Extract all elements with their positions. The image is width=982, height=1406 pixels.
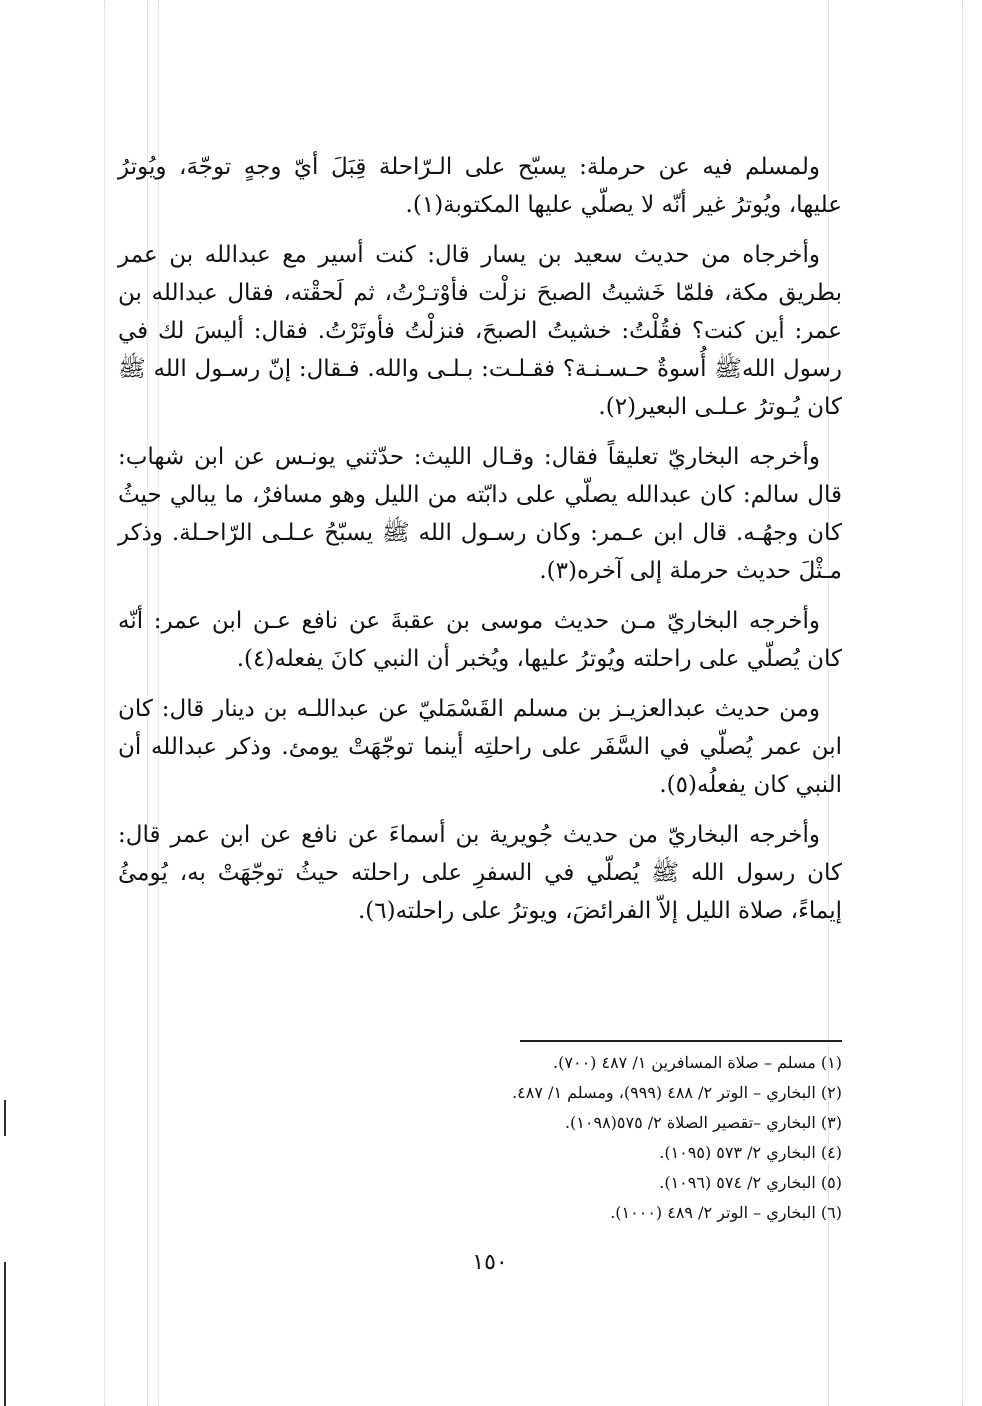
footnote: (٢) البخاري – الوتر ٢/ ٤٨٨ (٩٩٩)، ومسلم ١/ ٤٨٧. (512, 1083, 842, 1102)
scan-line (104, 0, 105, 1406)
scan-line (962, 0, 963, 1406)
main-text (118, 148, 842, 942)
paragraph: ومن حديث عبدالعزيـز بن مسلم القَسْمَليّ عن عبداللـه بن دينار قال: كان ابن عمر يُصلّي في السَّفَر على راحلتِه أينما توجّهَتْ يومئ. وذكر عبدالله أن النبي كان يفعلُه(٥). (118, 696, 842, 798)
footnote: (١) مسلم – صلاة المسافرين ١/ ٤٨٧ (٧٠٠). (553, 1053, 842, 1072)
page-edge-mark-bottom (4, 1262, 6, 1406)
paragraph: وأخرجه البخاريّ مـن حديث موسى بن عقبةَ عن نافع عـن ابن عمر: أنّه كان يُصلّي على راحلته ويُوترُ عليها، ويُخبر أن النبي كانَ يفعله(٤). (118, 608, 842, 672)
page-number: ١٥٠ (472, 1250, 508, 1275)
footnote: (٥) البخاري ٢/ ٥٧٤ (١٠٩٦). (659, 1173, 842, 1192)
footnotes (118, 1048, 842, 1228)
footnote-divider (520, 1040, 842, 1042)
paragraph: وأخرجه البخاريّ تعليقاً فقال: وقـال الليث: حدّثني يونـس عن ابن شهاب: قال سالم: كان عبدالله يصلّي على دابّته من الليل وهو مسافرٌ، ما يبالي حيثُ كان وجهُـه. قال ابن عـمر: وكان رسـول الله ﷺ يسبّحُ عـلـى الرّاحـلة. وذكر مـثْلَ حديث حرملة إلى آخره(٣). (118, 444, 842, 584)
paragraph: ولمسلم فيه عن حرملة: يسبّح على الـرّاحلة قِبَلَ أيّ وجهٍ توجّهَ، ويُوترُ عليها، ويُوترُ غير أنّه لا يصلّي عليها المكتوبة(١). (118, 154, 842, 218)
footnote: (٤) البخاري ٢/ ٥٧٣ (١٠٩٥). (659, 1143, 842, 1162)
footnote: (٦) البخاري – الوتر ٢/ ٤٨٩ (١٠٠٠). (610, 1203, 842, 1222)
paragraph: وأخرجاه من حديث سعيد بن يسار قال: كنت أسير مع عبدالله بن عمر بطريق مكة، فلمّا خَشيتُ الصبحَ نزلْت فأوْتـرْتُ، ثم لَحقْته، فقال عبدالله بن عمر: أين كنت؟ فقُلْتُ: خشيتُ الصبحَ، فنزلْتُ فأوتَرْتُ. فقال: أليسَ لك في رسول اللهﷺ أُسوةٌ حـسـنـة؟ فقـلـت: بـلـى والله. فـقال: إنّ رسـول الله ﷺ كان يُـوترُ عـلـى البعير(٢). (118, 242, 842, 420)
paragraph: وأخرجه البخاريّ من حديث جُويرية بن أسماءَ عن نافع عن ابن عمر قال: كان رسول الله ﷺ يُصلّي في السفرِ على راحلته حيثُ توجّهَتْ به، يُومئُ إيماءً، صلاة الليل إلاّ الفرائضَ، ويوترُ على راحلته(٦). (118, 822, 842, 924)
footnote: (٣) البخاري –تقصير الصلاة ٢/ ٥٧٥(١٠٩٨). (564, 1113, 842, 1132)
page-edge-mark-top (4, 1100, 6, 1136)
